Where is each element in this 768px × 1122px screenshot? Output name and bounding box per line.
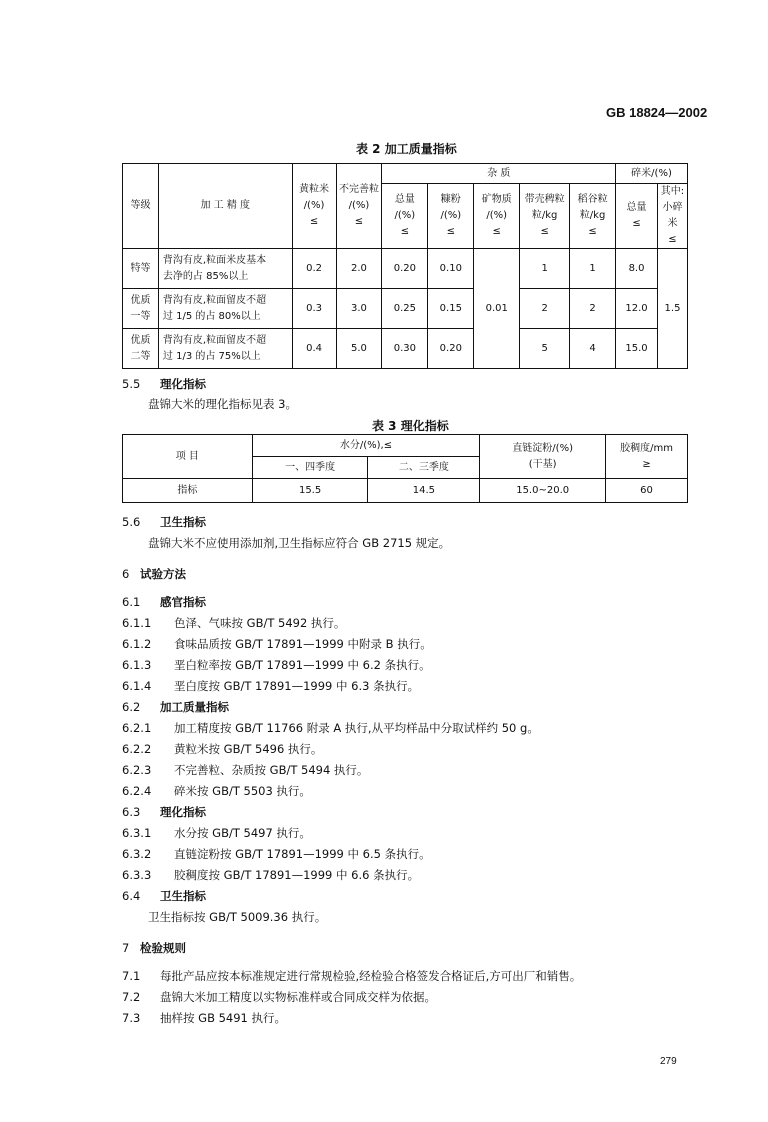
section-6-2-2: 6.2.2 黄粒米按 GB/T 5496 执行。 bbox=[122, 742, 323, 756]
section-7: 7 检验规则 bbox=[122, 941, 186, 955]
section-6-3-1: 6.3.1 水分按 GB/T 5497 执行。 bbox=[122, 826, 311, 840]
precision-cell: 背沟有皮,粒面米皮基本 去净的占 85%以上 bbox=[158, 249, 292, 289]
t3-header-season2: 二、三季度 bbox=[368, 457, 480, 479]
table-row bbox=[123, 329, 688, 369]
t3-season2-value: 14.5 bbox=[368, 479, 480, 503]
page-number: 279 bbox=[660, 1056, 677, 1067]
section-5-6-text: 盘锦大米不应使用添加剂,卫生指标应符合 GB 2715 规定。 bbox=[148, 536, 451, 550]
section-5-6: 5.6 卫生指标 bbox=[122, 515, 206, 529]
husk-cell: 2 bbox=[520, 289, 570, 329]
table2-caption: 表 2 加工质量指标 bbox=[356, 142, 457, 156]
mineral-cell: 0.01 bbox=[474, 249, 520, 369]
section-7-3: 7.3 抽样按 GB 5491 执行。 bbox=[122, 1011, 287, 1025]
section-6: 6 试验方法 bbox=[122, 567, 186, 581]
header-precision: 加 工 精 度 bbox=[158, 164, 292, 249]
grade-cell: 优质 二等 bbox=[123, 329, 159, 369]
small-broken-cell: 1.5 bbox=[657, 249, 687, 369]
precision-cell: 背沟有皮,粒面留皮不超 过 1/3 的占 75%以上 bbox=[158, 329, 292, 369]
t3-amylose-value: 15.0~20.0 bbox=[480, 479, 606, 503]
header-broken: 碎米/(%) bbox=[616, 164, 688, 184]
section-6-2-3: 6.2.3 不完善粒、杂质按 GB/T 5494 执行。 bbox=[122, 763, 369, 777]
section-6-2-1: 6.2.1 加工精度按 GB/T 11766 附录 A 执行,从平均样品中分取试样约 50 g。 bbox=[122, 721, 539, 735]
t3-season1-value: 15.5 bbox=[252, 479, 368, 503]
section-7-1: 7.1 每批产品应按本标准规定进行常规检验,经检验合格签发合格证后,方可出厂和销售。 bbox=[122, 969, 582, 983]
header-imperfect: 不完善粒 /(%) ≤ bbox=[336, 164, 382, 249]
processing-quality-table bbox=[122, 163, 688, 369]
grade-cell: 优质 一等 bbox=[123, 289, 159, 329]
paddy-cell: 2 bbox=[570, 289, 616, 329]
t3-header-season1: 一、四季度 bbox=[252, 457, 368, 479]
section-6-1-1: 6.1.1 色泽、气味按 GB/T 5492 执行。 bbox=[122, 616, 346, 630]
header-paddy: 稻谷粒 粒/kg ≤ bbox=[570, 184, 616, 249]
header-total: 总量 /(%) ≤ bbox=[382, 184, 428, 249]
bran-cell: 0.15 bbox=[428, 289, 474, 329]
section-6-3-2: 6.3.2 直链淀粉按 GB/T 17891—1999 中 6.5 条执行。 bbox=[122, 847, 431, 861]
section-7-2: 7.2 盘锦大米加工精度以实物标准样或合同成交样为依据。 bbox=[122, 990, 436, 1004]
broken-total-cell: 12.0 bbox=[616, 289, 658, 329]
husk-cell: 1 bbox=[520, 249, 570, 289]
imperfect-cell: 3.0 bbox=[336, 289, 382, 329]
header-yellow: 黄粒米 /(%) ≤ bbox=[292, 164, 336, 249]
husk-cell: 5 bbox=[520, 329, 570, 369]
header-impurity: 杂 质 bbox=[382, 164, 616, 184]
total-cell: 0.20 bbox=[382, 249, 428, 289]
imperfect-cell: 5.0 bbox=[336, 329, 382, 369]
section-6-4-text: 卫生指标按 GB/T 5009.36 执行。 bbox=[148, 910, 327, 924]
section-6-1-4: 6.1.4 垩白度按 GB/T 17891—1999 中 6.3 条执行。 bbox=[122, 679, 420, 693]
broken-total-cell: 8.0 bbox=[616, 249, 658, 289]
t3-header-moisture: 水分/(%),≤ bbox=[252, 435, 480, 457]
total-cell: 0.30 bbox=[382, 329, 428, 369]
header-grade: 等级 bbox=[123, 164, 159, 249]
yellow-cell: 0.4 bbox=[292, 329, 336, 369]
section-6-1: 6.1 感官指标 bbox=[122, 595, 206, 609]
physicochemical-table bbox=[122, 434, 688, 503]
broken-total-cell: 15.0 bbox=[616, 329, 658, 369]
paddy-cell: 4 bbox=[570, 329, 616, 369]
table-row bbox=[123, 289, 688, 329]
t3-header-gel: 胶稠度/mm ≥ bbox=[606, 435, 688, 479]
section-6-2-4: 6.2.4 碎米按 GB/T 5503 执行。 bbox=[122, 784, 311, 798]
section-6-1-2: 6.1.2 食味品质按 GB/T 17891—1999 中附录 B 执行。 bbox=[122, 637, 432, 651]
header-small-broken: 其中: 小碎米 ≤ bbox=[657, 184, 687, 249]
imperfect-cell: 2.0 bbox=[336, 249, 382, 289]
paddy-cell: 1 bbox=[570, 249, 616, 289]
standard-code: GB 18824—2002 bbox=[606, 105, 708, 120]
table-row bbox=[123, 249, 688, 289]
table-row bbox=[123, 479, 688, 503]
t3-gel-value: 60 bbox=[606, 479, 688, 503]
section-6-2: 6.2 加工质量指标 bbox=[122, 700, 229, 714]
total-cell: 0.25 bbox=[382, 289, 428, 329]
yellow-cell: 0.3 bbox=[292, 289, 336, 329]
header-bran: 糠粉 /(%) ≤ bbox=[428, 184, 474, 249]
precision-cell: 背沟有皮,粒面留皮不超 过 1/5 的占 80%以上 bbox=[158, 289, 292, 329]
header-husk: 带壳稗粒 粒/kg ≤ bbox=[520, 184, 570, 249]
t3-header-amylose: 直链淀粉/(%) (干基) bbox=[480, 435, 606, 479]
header-broken-total: 总量 ≤ bbox=[616, 184, 658, 249]
bran-cell: 0.20 bbox=[428, 329, 474, 369]
section-5-5-text: 盘锦大米的理化指标见表 3。 bbox=[148, 397, 297, 411]
section-6-3-3: 6.3.3 胶稠度按 GB/T 17891—1999 中 6.6 条执行。 bbox=[122, 868, 420, 882]
section-5-5: 5.5 理化指标 bbox=[122, 377, 206, 391]
section-6-1-3: 6.1.3 垩白粒率按 GB/T 17891—1999 中 6.2 条执行。 bbox=[122, 658, 431, 672]
t3-row-label: 指标 bbox=[123, 479, 253, 503]
section-6-3: 6.3 理化指标 bbox=[122, 805, 206, 819]
header-mineral: 矿物质 /(%) ≤ bbox=[474, 184, 520, 249]
grade-cell: 特等 bbox=[123, 249, 159, 289]
bran-cell: 0.10 bbox=[428, 249, 474, 289]
table3-caption: 表 3 理化指标 bbox=[372, 419, 449, 433]
yellow-cell: 0.2 bbox=[292, 249, 336, 289]
section-6-4: 6.4 卫生指标 bbox=[122, 889, 206, 903]
t3-header-item: 项 目 bbox=[123, 435, 253, 479]
